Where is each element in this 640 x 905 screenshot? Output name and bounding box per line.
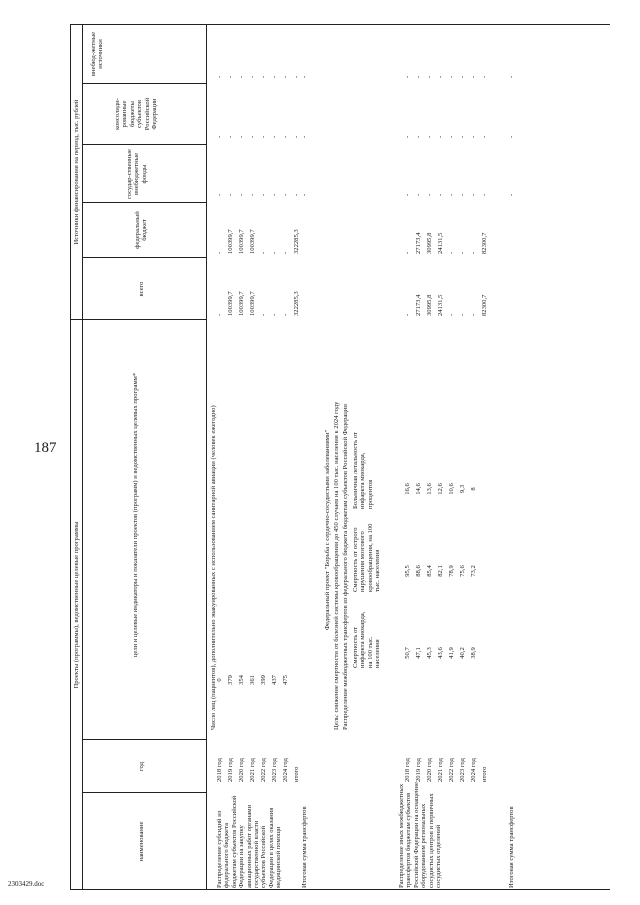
s2-ind2-cell: 95,5: [404, 565, 411, 577]
s1-indicator-cell: 399: [260, 675, 267, 685]
s2-cons-cell: -: [426, 135, 433, 138]
table-stage: [70, 24, 610, 890]
s1-cons-cell: -: [260, 135, 267, 138]
s1-indicator-cell: 475: [282, 675, 289, 685]
page-number: 187: [34, 440, 57, 456]
s2-cons-cell: -: [448, 135, 455, 138]
s2-total-cell: 82300,7: [481, 294, 488, 316]
s2-ind1-cell: 43,6: [437, 647, 444, 659]
s1-extra-cell: -: [249, 75, 256, 78]
s2-year-cell: 2022 год: [448, 758, 455, 782]
s1-indicator-cell: 361: [249, 675, 256, 685]
s2-total-cell: -: [404, 313, 411, 316]
frame-left: [70, 889, 610, 890]
s1-cons-cell: -: [271, 135, 278, 138]
s2-federal-cell: 27173,4: [415, 232, 422, 254]
s2-ind1-cell: 41,9: [448, 647, 455, 659]
s2-total-cell: -: [448, 313, 455, 316]
s2-state-cell: -: [437, 193, 444, 196]
s1-indicator-cell: 437: [271, 675, 278, 685]
document-id: 2303429.doc: [8, 880, 45, 888]
s2-federal-cell: -: [404, 251, 411, 254]
s2-ind2-cell: 73,2: [470, 565, 477, 577]
s2-state-cell: -: [470, 193, 477, 196]
s1-extra-cell: -: [271, 75, 278, 78]
s2-extra-cell: -: [404, 75, 411, 78]
col-consolidated-header: консолиди-рованные бюджеты субъектов Российской Федерации: [114, 97, 158, 131]
s2-cons-cell: -: [404, 135, 411, 138]
s1-year-cell: 2022 год: [260, 758, 267, 782]
s2-year-cell: 2023 год: [459, 758, 466, 782]
s2-ind3-cell: 12,6: [437, 483, 444, 495]
s2-ind2-cell: 88,6: [415, 565, 422, 577]
s2-total-cons-cell: -: [508, 135, 515, 138]
s2-ind2-cell: 75,6: [459, 565, 466, 577]
section2-ind-header-1: Смертность от инфаркта миокарда, на 100 тыс. населения: [352, 611, 382, 668]
s1-year-cell: 2019 год: [227, 758, 234, 782]
s1-state-cell: -: [293, 193, 300, 196]
s2-ind1-cell: 50,7: [404, 647, 411, 659]
s2-year-cell: 2020 год: [426, 758, 433, 782]
s2-state-cell: -: [426, 193, 433, 196]
col-line-5: [82, 144, 206, 145]
federal-project-title: Федеральный проект "Борьба с сердечно-сосудистыми заболеваниями": [324, 429, 331, 631]
s2-extra-cell: -: [470, 75, 477, 78]
section2-total-label: Итоговая сумма трансфертов: [508, 806, 515, 888]
s2-cons-cell: -: [415, 135, 422, 138]
s1-cons-cell: -: [282, 135, 289, 138]
s2-extra-cell: -: [481, 75, 488, 78]
s2-state-cell: -: [481, 193, 488, 196]
col-line-4: [82, 202, 206, 203]
s2-federal-cell: 30995,8: [426, 232, 433, 254]
col-total-header: всего: [138, 281, 145, 297]
section2-ind-header-2: Смертность от острого нарушения мозгового кровообращения, на 100 тыс. населения: [352, 523, 382, 592]
s2-total-cell: 27173,4: [415, 294, 422, 316]
s2-extra-cell: -: [437, 75, 444, 78]
s1-federal-cell: 100399,7: [238, 229, 245, 254]
s2-ind1-cell: 45,3: [426, 647, 433, 659]
s1-extra-cell: -: [227, 75, 234, 78]
s1-extra-cell: -: [216, 75, 223, 78]
s2-ind3-cell: 16,6: [404, 483, 411, 495]
col-federal-header: федеральный бюджет: [134, 211, 149, 249]
s2-state-cell: -: [448, 193, 455, 196]
s1-state-cell: -: [249, 193, 256, 196]
s2-year-cell: 2018 год: [404, 758, 411, 782]
s2-federal-cell: -: [459, 251, 466, 254]
s1-total-cell: -: [260, 313, 267, 316]
section1-name: Распределение субсидий из федерального бюджета бюджетам субъектов Российской Федерации на закупку авиационных работ органами государственной власти субъектов Российской Федерации в целях оказания медицинской помощи: [216, 795, 282, 888]
s2-ind1-cell: 38,9: [470, 647, 477, 659]
col-offbudget-header: внебюд-жетные источники: [90, 31, 105, 77]
s1-state-cell: -: [227, 193, 234, 196]
s1-federal-cell: -: [216, 251, 223, 254]
s1-cons-cell: -: [238, 135, 245, 138]
section2-name: Распределение иных межбюджетных трансфертов бюджетам субъектов Российской Федерации на оснащение оборудованием региональных сосудистых центров и первичных сосудистых отделений: [398, 782, 442, 888]
s1-total-cell: -: [282, 313, 289, 316]
s1-total-cons-cell: -: [301, 135, 308, 138]
s1-state-cell: -: [260, 193, 267, 196]
s2-extra-cell: -: [459, 75, 466, 78]
s2-extra-cell: -: [448, 75, 455, 78]
s2-ind2-cell: 85,4: [426, 565, 433, 577]
s2-ind3-cell: 9,3: [459, 484, 466, 494]
section1-indicator-title: Число лиц (пациентов), дополнительно эвакуированных с использованием санитарной авиации (человек ежегодно): [210, 405, 217, 730]
s2-ind1-cell: 47,1: [415, 647, 422, 659]
s2-ind2-cell: 82,1: [437, 565, 444, 577]
s2-federal-cell: 82300,7: [481, 232, 488, 254]
s2-federal-cell: 24131,5: [437, 232, 444, 254]
s1-federal-cell: 322285,3: [293, 229, 300, 254]
s2-total-state-cell: -: [508, 193, 515, 196]
s1-state-cell: -: [271, 193, 278, 196]
s2-total-cell: 30995,8: [426, 294, 433, 316]
s1-total-cell: 322285,3: [293, 291, 300, 316]
s2-cons-cell: -: [459, 135, 466, 138]
s2-year-cell: 2024 год: [470, 758, 477, 782]
s1-cons-cell: -: [249, 135, 256, 138]
frame-right: [70, 24, 610, 25]
s1-state-cell: -: [282, 193, 289, 196]
s2-cons-cell: -: [470, 135, 477, 138]
s1-year-cell: 2018 год: [216, 758, 223, 782]
s1-year-cell: итого: [293, 766, 300, 782]
s1-total-cell: -: [271, 313, 278, 316]
s2-total-cell: -: [459, 313, 466, 316]
s1-state-cell: -: [238, 193, 245, 196]
s1-total-cell: 100399,7: [238, 291, 245, 316]
s1-extra-cell: -: [293, 75, 300, 78]
s2-ind3-cell: 10,6: [448, 483, 455, 495]
s2-cons-cell: -: [481, 135, 488, 138]
group-header-rule: [82, 24, 83, 890]
s2-total-extra-cell: -: [508, 75, 515, 78]
rotated-table: [70, 24, 610, 890]
s1-federal-cell: -: [260, 251, 267, 254]
s1-state-cell: -: [216, 193, 223, 196]
s2-year-cell: итого: [481, 766, 488, 782]
s1-indicator-cell: 354: [238, 675, 245, 685]
s2-ind3-cell: 14,6: [415, 483, 422, 495]
col-state-funds-header: государ-ственные внебюджетные фонды: [126, 149, 148, 199]
section2-ind-header-3: Больничная летальность от инфаркта миокарда, процентов: [352, 432, 374, 509]
s2-year-cell: 2019 год: [415, 758, 422, 782]
s1-extra-cell: -: [238, 75, 245, 78]
s1-year-cell: 2021 год: [249, 758, 256, 782]
federal-project-distribution: Распределение межбюджетных трансфертов из федерального бюджета бюджетам субъектов Российской Федерации: [342, 404, 349, 730]
s2-state-cell: -: [459, 193, 466, 196]
s2-state-cell: -: [404, 193, 411, 196]
s1-federal-cell: 100399,7: [249, 229, 256, 254]
header-bottom-rule: [206, 24, 207, 890]
frame-top: [70, 24, 71, 890]
s1-extra-cell: -: [260, 75, 267, 78]
s2-federal-cell: -: [470, 251, 477, 254]
s1-total-cell: -: [216, 313, 223, 316]
s1-year-cell: 2024 год: [282, 758, 289, 782]
s2-ind3-cell: 8: [470, 487, 477, 491]
sources-group-header: Источники финансирования на период, тыс. рублей: [73, 99, 80, 245]
s2-ind1-cell: 40,2: [459, 647, 466, 659]
s2-year-cell: 2021 год: [437, 758, 444, 782]
s1-year-cell: 2020 год: [238, 758, 245, 782]
col-name-header: наименование: [138, 821, 145, 862]
s2-federal-cell: -: [448, 251, 455, 254]
s2-ind2-cell: 78,9: [448, 565, 455, 577]
projects-group-header: Проекты (программы), ведомственные целевые программы: [73, 521, 80, 689]
s2-total-cell: 24131,5: [437, 294, 444, 316]
s1-cons-cell: -: [216, 135, 223, 138]
s1-year-cell: 2023 год: [271, 758, 278, 782]
s1-total-extra-cell: -: [301, 75, 308, 78]
s1-cons-cell: -: [227, 135, 234, 138]
section1-total-label: Итоговая сумма трансфертов: [301, 806, 308, 888]
s1-indicator-cell: 379: [227, 675, 234, 685]
s1-federal-cell: -: [271, 251, 278, 254]
s2-cons-cell: -: [437, 135, 444, 138]
s2-state-cell: -: [415, 193, 422, 196]
s2-extra-cell: -: [415, 75, 422, 78]
s1-indicator-cell: 0: [216, 678, 223, 682]
s1-total-cell: 100399,7: [227, 291, 234, 316]
col-line-6: [82, 83, 206, 84]
s1-total-state-cell: -: [301, 193, 308, 196]
s1-extra-cell: -: [282, 75, 289, 78]
s1-total-cell: 100399,7: [249, 291, 256, 316]
s2-extra-cell: -: [426, 75, 433, 78]
col-year-header: год: [138, 762, 145, 772]
federal-project-goal: Цель: снижение смертности от болезней системы кровообращения до 450 случаев на 100 тыс. населения к 2024 году: [333, 401, 340, 730]
col-goals-header: цели и целевые индикаторы и показатели проектов (программ) и ведомственных целевых программ*: [132, 372, 139, 658]
s2-total-cell: -: [470, 313, 477, 316]
s1-cons-cell: -: [293, 135, 300, 138]
s1-federal-cell: 100399,7: [227, 229, 234, 254]
s1-federal-cell: -: [282, 251, 289, 254]
s2-ind3-cell: 13,6: [426, 483, 433, 495]
